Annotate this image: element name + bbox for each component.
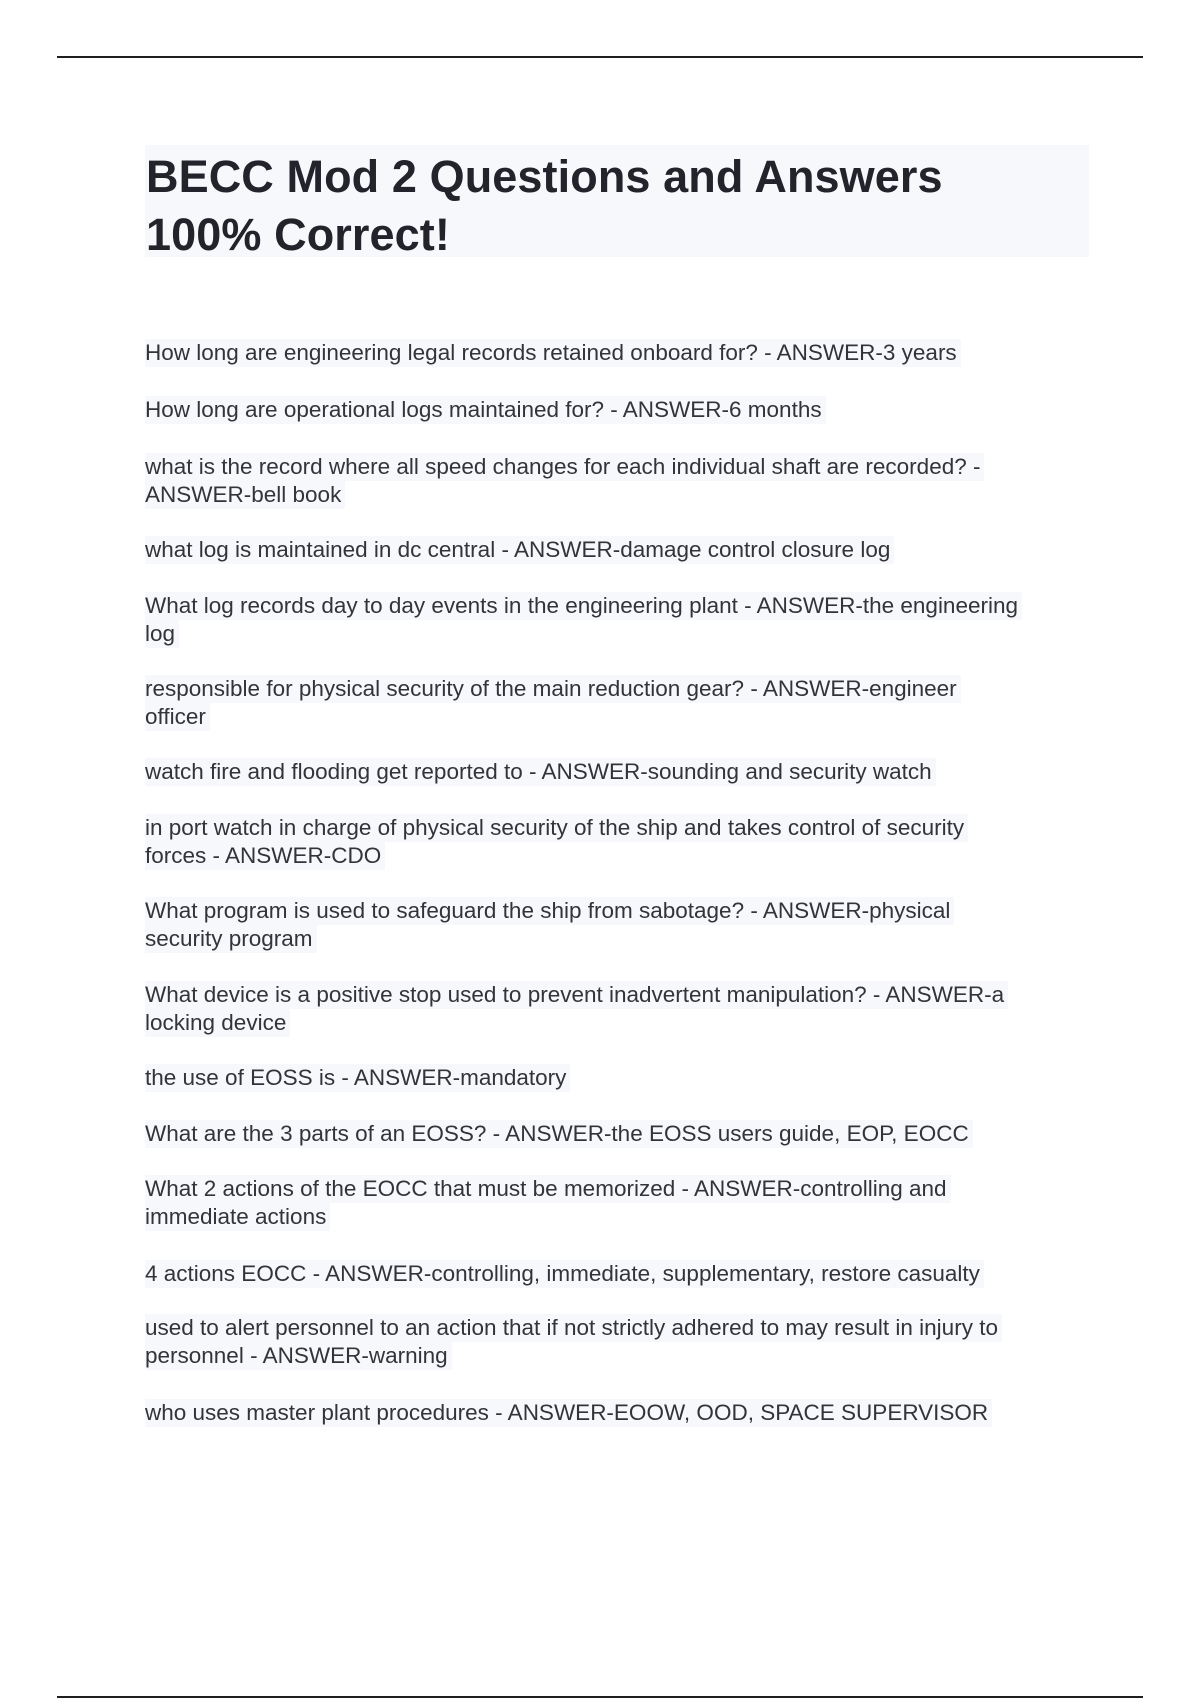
title-line: 100% Correct! <box>146 209 450 260</box>
qa-text-line: What device is a positive stop used to prevent inadvertent manipulation? - ANSWER-a <box>145 981 1008 1009</box>
qa-text-line: ANSWER-bell book <box>145 481 345 509</box>
qa-text-line: immediate actions <box>145 1203 330 1231</box>
document-title <box>145 145 1089 260</box>
qa-text-line: used to alert personnel to an action that if not strictly adhered to may result in injury to <box>145 1314 1002 1342</box>
qa-text-line: in port watch in charge of physical security of the ship and takes control of security <box>145 814 968 842</box>
qa-text-line: What 2 actions of the EOCC that must be memorized - ANSWER-controlling and <box>145 1175 951 1203</box>
qa-text-line: personnel - ANSWER-warning <box>145 1342 452 1370</box>
qa-text-line: locking device <box>145 1009 290 1037</box>
qa-text-line: what log is maintained in dc central - ANSWER-damage control closure log <box>145 536 894 564</box>
qa-text-line: who uses master plant procedures - ANSWER-EOOW, OOD, SPACE SUPERVISOR <box>145 1399 992 1427</box>
top-rule <box>57 56 1143 58</box>
qa-text-line: How long are operational logs maintained for? - ANSWER-6 months <box>145 396 826 424</box>
qa-text-line: officer <box>145 703 210 731</box>
qa-text-line: What log records day to day events in the engineering plant - ANSWER-the engineering <box>145 592 1022 620</box>
qa-text-line: security program <box>145 925 317 953</box>
qa-text-line: responsible for physical security of the main reduction gear? - ANSWER-engineer <box>145 675 961 703</box>
qa-text-line: what is the record where all speed changes for each individual shaft are recorded? - <box>145 453 984 481</box>
qa-text-line: forces - ANSWER-CDO <box>145 842 385 870</box>
qa-text-line: 4 actions EOCC - ANSWER-controlling, immediate, supplementary, restore casualty <box>145 1260 984 1288</box>
qa-text-line: How long are engineering legal records retained onboard for? - ANSWER-3 years <box>145 339 961 367</box>
qa-text-line: log <box>145 620 179 648</box>
qa-text-line: the use of EOSS is - ANSWER-mandatory <box>145 1064 570 1092</box>
title-line: BECC Mod 2 Questions and Answers <box>146 151 943 202</box>
qa-text-line: What program is used to safeguard the ship from sabotage? - ANSWER-physical <box>145 897 954 925</box>
bottom-rule <box>57 1696 1143 1698</box>
qa-text-line: watch fire and flooding get reported to - ANSWER-sounding and security watch <box>145 758 936 786</box>
qa-text-line: What are the 3 parts of an EOSS? - ANSWER-the EOSS users guide, EOP, EOCC <box>145 1120 973 1148</box>
